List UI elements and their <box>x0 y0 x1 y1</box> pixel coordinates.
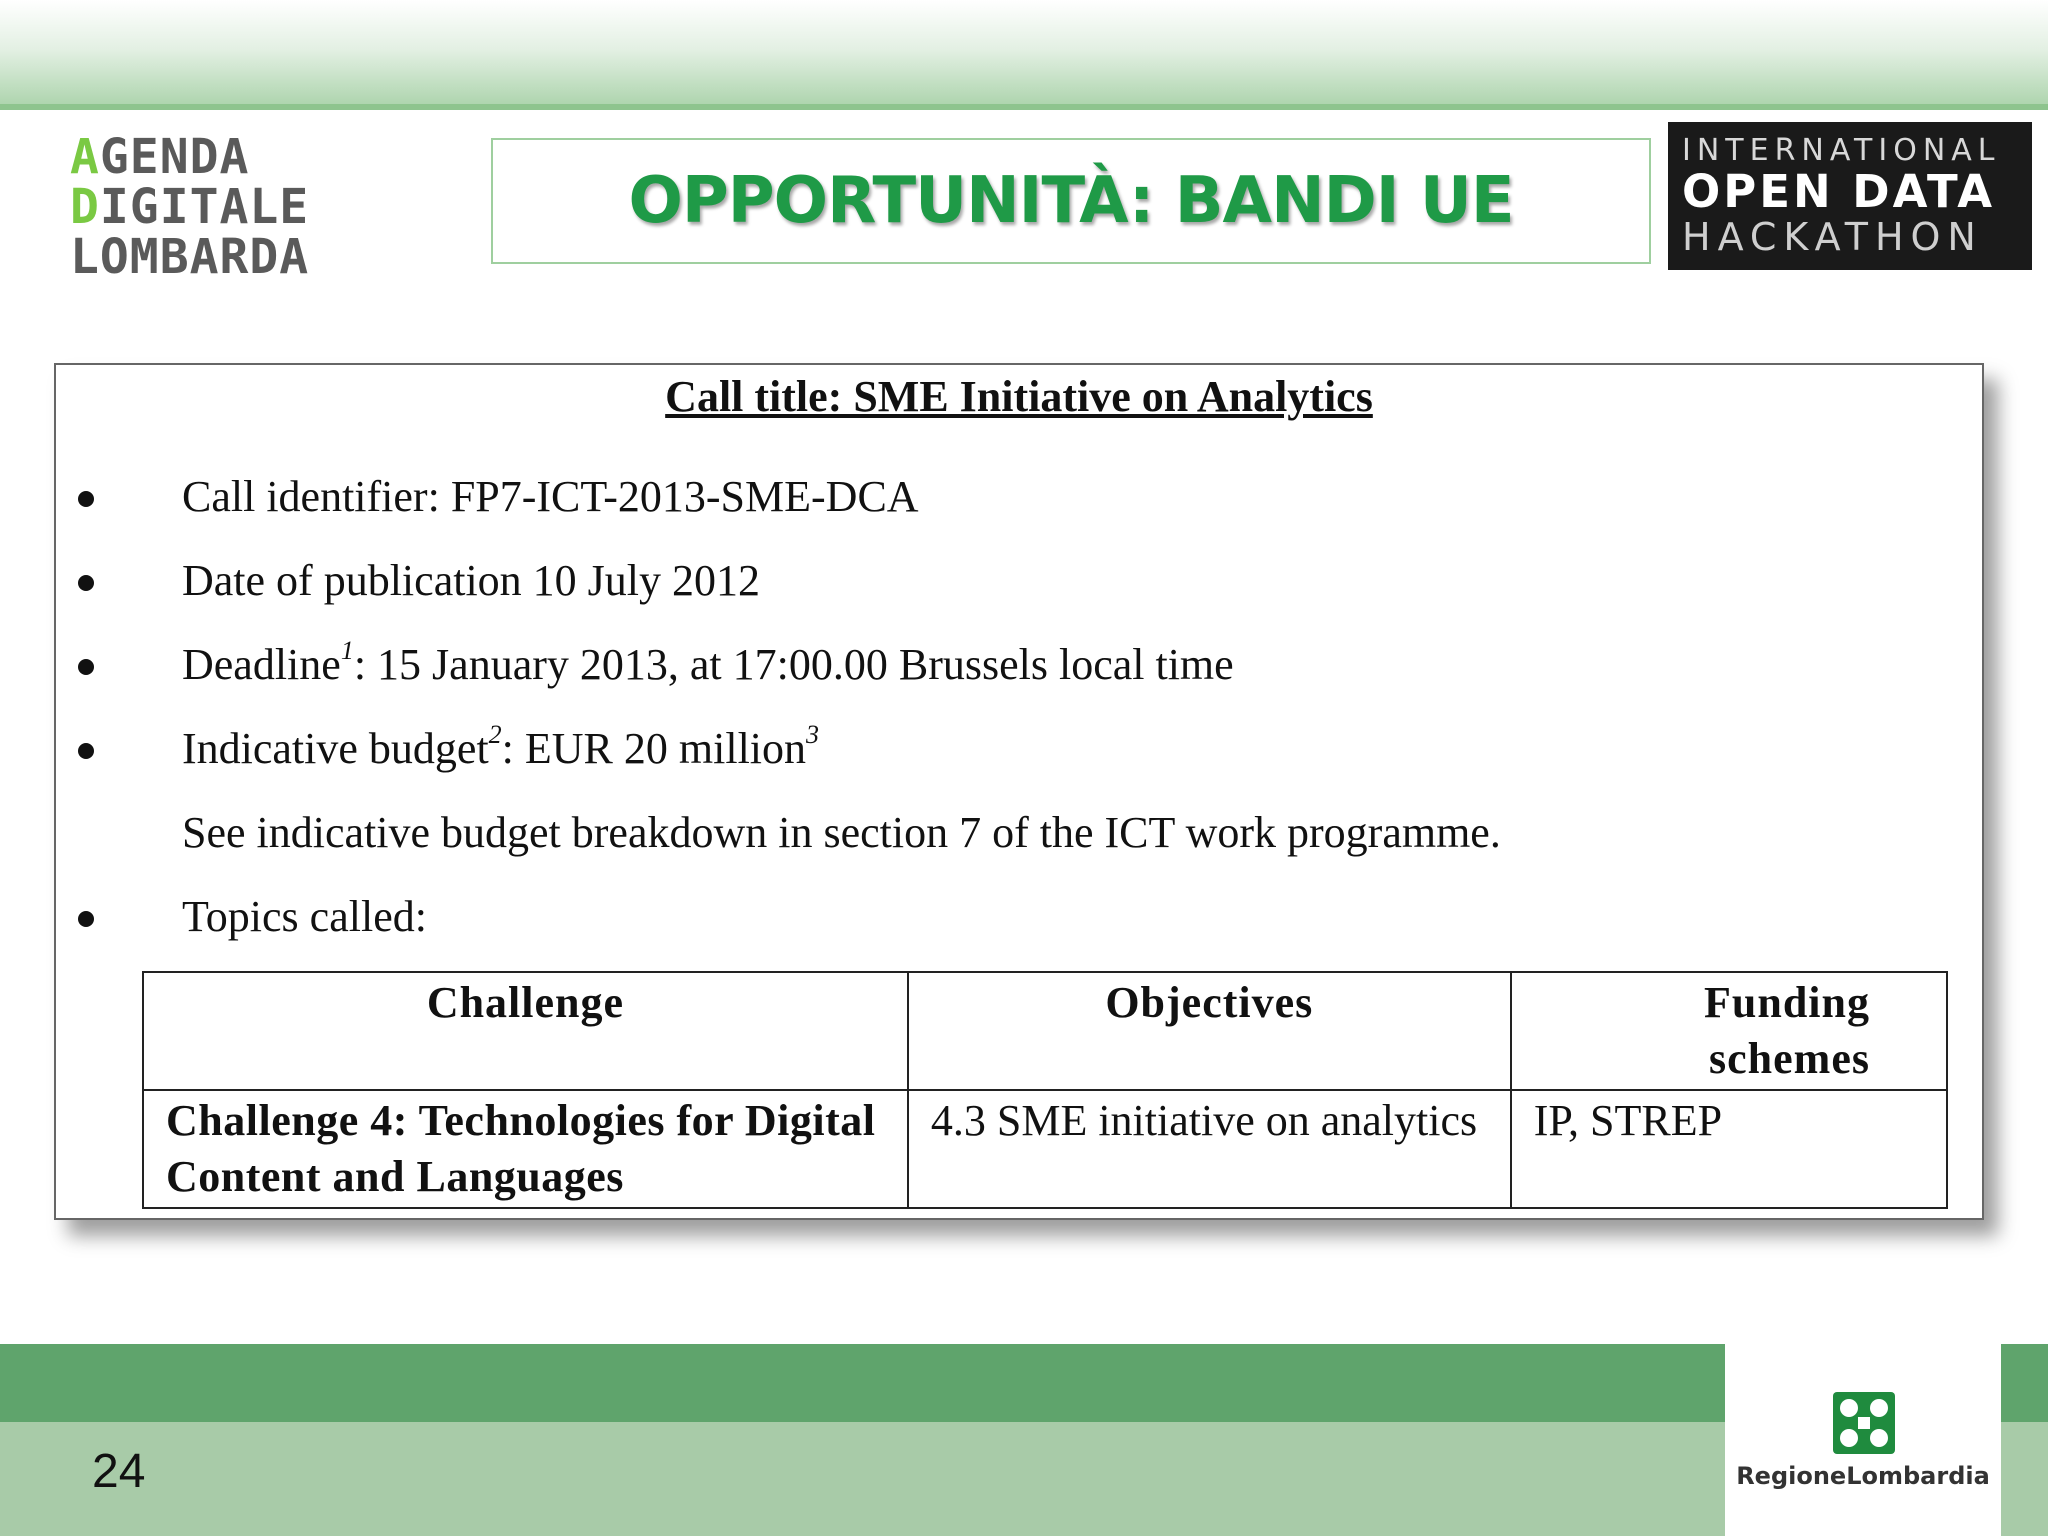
cell-funding: IP, STREP <box>1511 1090 1947 1208</box>
bullet-item <box>70 887 1950 971</box>
slide-title-box <box>491 138 1651 264</box>
bullet-item <box>70 467 1950 551</box>
column-header-funding: Funding schemes <box>1511 972 1947 1090</box>
bullet-text: See indicative budget breakdown in section 7 of the ICT work programme. <box>182 808 1501 857</box>
hackathon-logo-line-1: INTERNATIONAL <box>1682 133 2001 168</box>
bullet-continuation <box>70 803 1950 887</box>
regione-lombardia-logo <box>1725 1344 2001 1536</box>
page-number: 24 <box>92 1445 146 1498</box>
bullet-dot-icon <box>78 659 94 675</box>
logo-line-1: AGENDA <box>70 129 250 185</box>
column-header-objectives: Objectives <box>908 972 1511 1090</box>
document-excerpt <box>54 363 1984 1220</box>
logo-line-3: LOMBARDA <box>70 229 310 285</box>
top-gradient-band <box>0 0 2048 110</box>
bullet-text: Topics called: <box>182 892 427 941</box>
slide-title: OPPORTUNITÀ: BANDI UE <box>628 164 1514 238</box>
bullet-item <box>70 719 1950 803</box>
hackathon-logo-line-2: OPEN DATA <box>1682 165 1996 218</box>
cell-objectives: 4.3 SME initiative on analytics <box>908 1090 1511 1208</box>
bullet-dot-icon <box>78 575 94 591</box>
bullet-list <box>70 467 1950 971</box>
bullet-text: Deadline$^1$: 15 January 2013, at 17:00.00 Brussels local time <box>182 636 1234 689</box>
footnote-marker: 1 <box>340 636 354 665</box>
bullet-text: Indicative budget$^2$: EUR 20 million$^3$ <box>182 720 820 773</box>
call-title: Call title: SME Initiative on Analytics <box>665 372 1373 421</box>
hackathon-logo-line-3: HACKATHON <box>1682 215 1983 259</box>
bullet-text: Call identifier: FP7-ICT-2013-SME-DCA <box>182 472 919 521</box>
regione-lombardia-label: RegioneLombardia <box>1736 1462 1990 1490</box>
rosa-camuna-icon <box>1833 1392 1895 1454</box>
cell-challenge: Challenge 4: Technologies for Digital Content and Languages <box>143 1090 908 1208</box>
bullet-item <box>70 635 1950 719</box>
agenda-digitale-lombarda-logo <box>70 129 465 285</box>
bullet-dot-icon <box>78 743 94 759</box>
logo-line-2: DIGITALE <box>70 179 310 235</box>
footnote-marker: 3 <box>806 720 820 749</box>
open-data-hackathon-logo <box>1668 122 2032 270</box>
bullet-item <box>70 551 1950 635</box>
bullet-dot-icon <box>78 491 94 507</box>
footnote-marker: 2 <box>488 720 502 749</box>
bullet-dot-icon <box>78 911 94 927</box>
table-row <box>143 1090 1947 1208</box>
bullet-text: Date of publication 10 July 2012 <box>182 556 761 605</box>
column-header-challenge: Challenge <box>143 972 908 1090</box>
table-header-row <box>143 972 1947 1090</box>
topics-table <box>142 971 1948 1209</box>
